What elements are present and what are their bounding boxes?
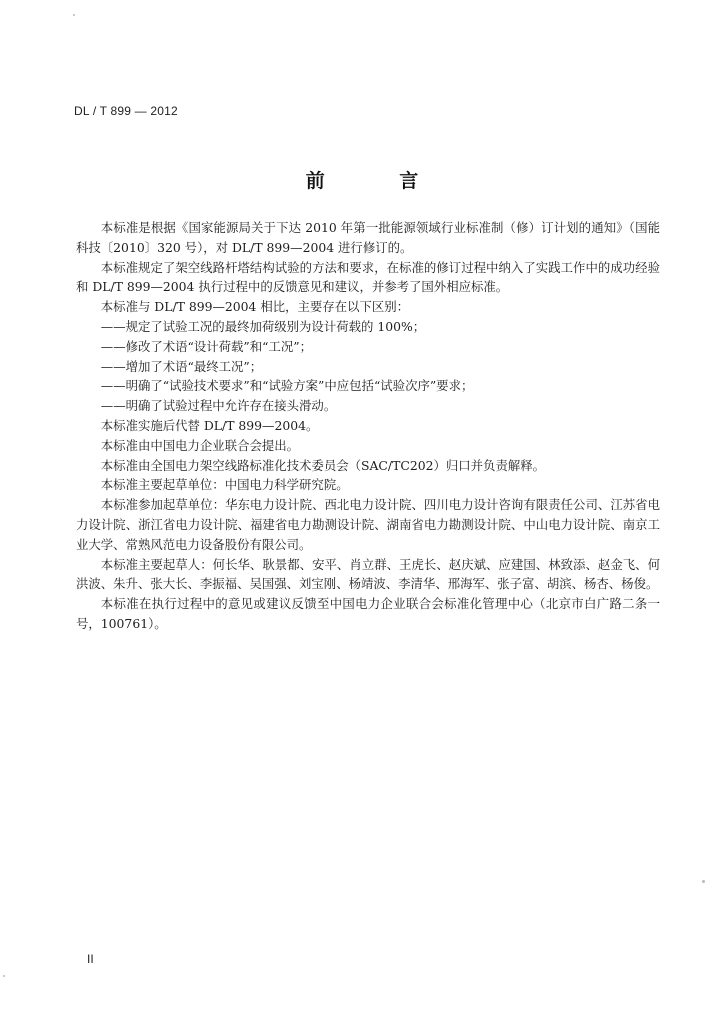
paragraph: 本标准在执行过程中的意见或建议反馈至中国电力企业联合会标准化管理中心（北京市白广路二条一号，100761）。 <box>76 596 660 631</box>
paragraph: 本标准主要起草人：何长华、耿景都、安平、肖立群、王虎长、赵庆斌、应建国、林致添、赵金飞、何洪波、朱升、张大长、李振福、吴国强、刘宝刚、杨靖波、李清华、邢海军、张子富、胡滨、杨杏、杨俊。 <box>76 556 660 592</box>
paragraph: 本标准是根据《国家能源局关于下达 2010 年第一批能源领域行业标准制（修）订计划的通知》（国能科技〔2010〕320 号），对 DL/T 899—2004 进行修订的。 <box>76 220 660 255</box>
difference-item: ——修改了术语“设计荷载”和“工况”； <box>100 338 312 354</box>
difference-item: ——增加了术语“最终工况”； <box>100 358 263 374</box>
scan-speck <box>73 14 75 16</box>
paragraph: 本标准规定了架空线路杆塔结构试验的方法和要求，在标准的修订过程中纳入了实践工作中的成功经验和 DL/T 899—2004 执行过程中的反馈意见和建议，并参考了国外相应标准。 <box>76 259 660 295</box>
standard-code: DL / T 899 — 2012 <box>74 104 178 118</box>
scan-speck <box>3 975 5 977</box>
paragraph: 本标准与 DL/T 899—2004 相比，主要存在以下区别： <box>100 299 410 315</box>
page-number: II <box>87 952 94 966</box>
page-title: 前 言 <box>305 170 453 192</box>
difference-item: ——明确了“试验技术要求”和“试验方案”中应包括“试验次序”要求； <box>100 378 474 394</box>
paragraph: 本标准由中国电力企业联合会提出。 <box>100 437 300 453</box>
paragraph: 本标准由全国电力架空线路标准化技术委员会（SAC/TC202）归口并负责解释。 <box>100 457 546 473</box>
paragraph: 本标准实施后代替 DL/T 899—2004。 <box>100 417 319 433</box>
scan-speck <box>702 880 705 883</box>
foreword-body <box>76 218 660 634</box>
paragraph: 本标准参加起草单位：华东电力设计院、西北电力设计院、四川电力设计咨询有限责任公司、江苏省电力设计院、浙江省电力设计院、福建省电力勘测设计院、湖南省电力勘测设计院、中山电力设计院、南京工业大学、常熟风范电力设备股份有限公司。 <box>76 497 660 552</box>
difference-item: ——规定了试验工况的最终加荷级别为设计荷载的 100%； <box>100 318 426 334</box>
paragraph: 本标准主要起草单位：中国电力科学研究院。 <box>100 477 349 493</box>
difference-item: ——明确了试验过程中允许存在接头滑动。 <box>100 398 337 414</box>
